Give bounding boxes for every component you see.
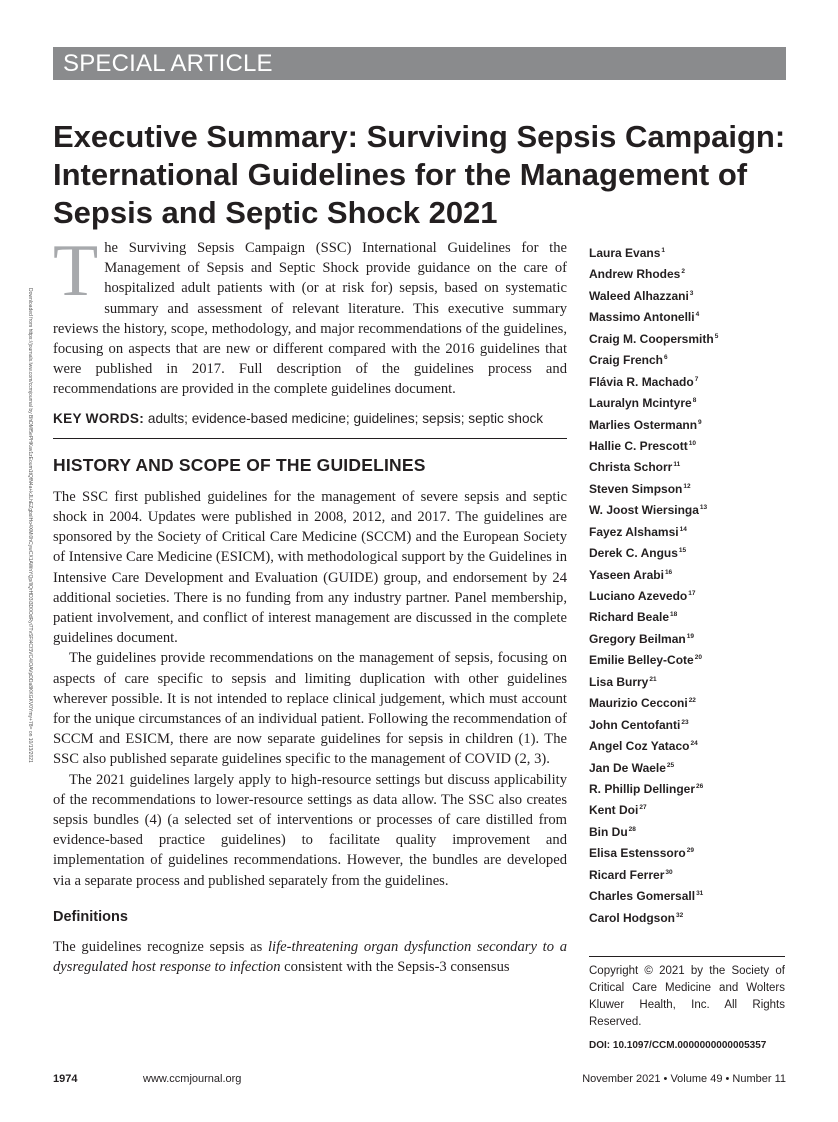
author-affiliation: 8	[692, 397, 697, 405]
author-name: Yaseen Arabi	[589, 567, 664, 582]
author-name: Christa Schorr	[589, 460, 673, 475]
author-name: Maurizio Cecconi	[589, 696, 688, 711]
author-affiliation: 31	[696, 890, 704, 898]
author-affiliation: 7	[694, 375, 699, 383]
author	[589, 540, 789, 561]
author	[589, 797, 789, 818]
author	[589, 755, 789, 776]
author	[589, 412, 789, 433]
author-affiliation: 17	[688, 590, 696, 597]
author-name: Lauralyn Mcintyre	[589, 396, 692, 411]
author	[589, 604, 789, 625]
author-name: Andrew Rhodes	[589, 267, 681, 282]
author	[589, 840, 789, 861]
author-name: Massimo Antonelli	[589, 310, 695, 325]
intro-text: he Surviving Sepsis Campaign (SSC) International Guidelines for the Management of Sepsis and Septic Shock provide guidance on the care of hospitalized adult patients with (or at risk for) sepsis, based on systematic summary and assessment of relevant literature. This executive summary reviews the history, scope, methodology, and major recommendations of the guidelines, focusing on aspects that are new or different compared with the 2016 guidelines that were published in 2017. Full description of the guidelines process and recommendations are provided in the complete guidelines document.	[53, 240, 567, 398]
author	[589, 626, 789, 647]
intro-paragraph	[53, 230, 567, 400]
keywords-label: KEY WORDS:	[53, 410, 145, 426]
author	[589, 562, 789, 583]
author-affiliation: 9	[698, 418, 702, 426]
author-name: Elisa Estenssoro	[589, 846, 686, 861]
history-paragraph-2: The guidelines provide recommendations on the management of sepsis, focusing on aspects of care specific to sepsis and limiting duplication with other guidelines wherever possible. It is not intended to replace clinical judgement, which must account for the unique circumstances of an individual patient. Following the recommendation of SCCM and ESICM, there are now separate guidelines for sepsis in children (1). The SSC also published separate guidelines specific to the management of COVID (2, 3).	[53, 650, 567, 768]
download-note	[20, 288, 33, 850]
author	[589, 304, 789, 325]
author-affiliation: 2	[681, 268, 685, 276]
author-affiliation: 20	[694, 654, 702, 662]
history-paragraph-3: The 2021 guidelines largely apply to high-resource settings but discuss applicability of the recommendations to lower-resource settings as data allow. The SSC also creates sepsis bundles (4) (a selected set of interventions or processes of care distilled from evidence-based practice guidelines) to facilitate quality improvement and implementation of guidelines recommendations. However, the bundles are developed via a separate process and published separately from the guidelines.	[53, 771, 567, 889]
author-name: Marlies Ostermann	[589, 417, 698, 432]
copyright-notice: Copyright © 2021 by the Society of Critical Care Medicine and Wolters Kluwer Health, Inc. All Rights Reserved.	[589, 956, 785, 1031]
author-name: John Centofanti	[589, 717, 681, 732]
author-name: Ricard Ferrer	[589, 867, 665, 882]
author-affiliation: 1	[661, 247, 665, 254]
author	[589, 390, 789, 411]
author	[589, 433, 789, 454]
author	[589, 819, 789, 840]
author-affiliation: 23	[681, 718, 689, 726]
drop-cap: T	[53, 230, 99, 312]
author-name: Fayez Alshamsi	[589, 524, 679, 539]
author-list	[589, 240, 789, 926]
author	[589, 647, 789, 668]
author-affiliation: 10	[688, 439, 696, 447]
section-label: SPECIAL ARTICLE	[63, 50, 273, 77]
article-title: Executive Summary: Surviving Sepsis Campaign: International Guidelines for the Management of Sepsis and Septic Shock 2021	[53, 119, 786, 230]
author-name: Craig M. Coopersmith	[589, 331, 714, 346]
author-name: Hallie C. Prescott	[589, 438, 688, 453]
author-affiliation: 13	[699, 504, 708, 512]
author-affiliation: 14	[679, 525, 687, 533]
definitions-heading: Definitions	[53, 908, 128, 925]
author-name: Emilie Belley-Cote	[589, 653, 694, 668]
journal-url[interactable]: www.ccmjournal.org	[143, 1073, 242, 1085]
author-name: Flávia R. Machado	[589, 374, 694, 389]
author-name: Jan De Waele	[589, 760, 666, 775]
author-name: Lisa Burry	[589, 674, 649, 689]
download-note-text: Downloaded from https://journals.lww.com/ccmjournal by BhDMf5ePHKav1zEoum1tQfN4a+kJLhEZgbsIHo4XMi0hCywCX1AWnYQp/IlQrHD3i3D0OdRyi7TvSFl4Cf3VC4/OAVpDDa8KKGKV0Ymy+78= on 10/13/2021	[27, 288, 33, 763]
author	[589, 476, 789, 497]
author	[589, 733, 789, 754]
author-affiliation: 16	[664, 568, 673, 576]
author-affiliation: 6	[664, 354, 668, 362]
author-name: Derek C. Angus	[589, 546, 678, 561]
author-affiliation: 25	[666, 761, 675, 769]
author-affiliation: 22	[688, 697, 696, 705]
author	[589, 369, 789, 390]
author-affiliation: 30	[665, 868, 673, 876]
author-name: Kent Doi	[589, 803, 639, 818]
author-name: Richard Beale	[589, 610, 670, 625]
author	[589, 347, 789, 368]
section-banner	[53, 47, 786, 80]
author-name: Luciano Azevedo	[589, 589, 688, 603]
author	[589, 690, 789, 711]
author-name: Bin Du	[589, 824, 628, 839]
author-affiliation: 32	[676, 911, 684, 919]
history-paragraph-1: The SSC first published guidelines for the management of severe sepsis and septic shock in 2004. Updates were published in 2008, 2012, and 2017. The guidelines are sponsored by the Society of Critical Care Medicine (SCCM) and the European Society of Intensive Care Medicine (ESICM), with methodological support by the Guidelines in Intensive Care Development and Evaluation (GUIDE) group, and endorsement by 24 additional societies. There is no funding from any industry partner. Panel membership, patient involvement, and conflict of interest management are discussed in the complete guidelines document.	[53, 488, 567, 647]
author-affiliation: 27	[639, 804, 647, 812]
definitions-paragraph: The guidelines recognize sepsis as life-threatening organ dysfunction secondary to a dysregulated host response to infection consistent with the Sepsis-3 consensus	[53, 939, 567, 976]
author-name: Carol Hodgson	[589, 910, 675, 925]
author-name: Craig French	[589, 353, 664, 368]
author-name: W. Joost Wiersinga	[589, 503, 699, 518]
author-affiliation: 18	[670, 611, 678, 619]
page-number: 1974	[53, 1073, 78, 1085]
author-affiliation: 12	[683, 482, 691, 490]
sepsis-definition: life-threatening organ dysfunction secondary to a dysregulated host response to infection	[53, 939, 567, 976]
issue-info: November 2021 • Volume 49 • Number 11	[582, 1073, 786, 1085]
author	[589, 326, 789, 347]
author	[589, 669, 789, 690]
divider	[53, 438, 567, 439]
author-name: Laura Evans	[589, 246, 661, 260]
author-affiliation: 28	[628, 825, 636, 833]
section-heading-history: HISTORY AND SCOPE OF THE GUIDELINES	[53, 454, 426, 475]
author	[589, 776, 789, 797]
author-name: Charles Gomersall	[589, 889, 696, 904]
author-affiliation: 29	[686, 847, 694, 855]
author-affiliation: 24	[690, 740, 698, 748]
author-affiliation: 11	[673, 461, 681, 469]
author	[589, 862, 789, 883]
author-name: R. Phillip Dellinger	[589, 781, 696, 796]
author	[589, 905, 789, 926]
keywords-text: adults; evidence-based medicine; guidelines; sepsis; septic shock	[147, 410, 544, 426]
author	[589, 497, 789, 518]
author	[589, 883, 789, 904]
author-name: Waleed Alhazzani	[589, 288, 689, 303]
author-affiliation: 26	[696, 782, 704, 790]
author-affiliation: 19	[686, 632, 694, 640]
author-affiliation: 21	[649, 675, 657, 683]
keywords	[53, 410, 567, 428]
author	[589, 283, 789, 304]
author-affiliation: 4	[695, 311, 700, 319]
author-affiliation: 15	[678, 547, 687, 555]
author	[589, 454, 789, 475]
author	[589, 261, 789, 282]
author	[589, 712, 789, 733]
doi[interactable]: DOI: 10.1097/CCM.0000000000005357	[589, 1040, 767, 1051]
main-column	[53, 230, 567, 978]
author-name: Angel Coz Yataco	[589, 739, 690, 754]
author-name: Gregory Beilman	[589, 631, 686, 646]
author	[589, 519, 789, 540]
author	[589, 583, 789, 604]
author-name: Steven Simpson	[589, 481, 683, 496]
author-affiliation: 5	[714, 332, 719, 340]
author	[589, 240, 789, 261]
author-affiliation: 3	[689, 289, 694, 297]
